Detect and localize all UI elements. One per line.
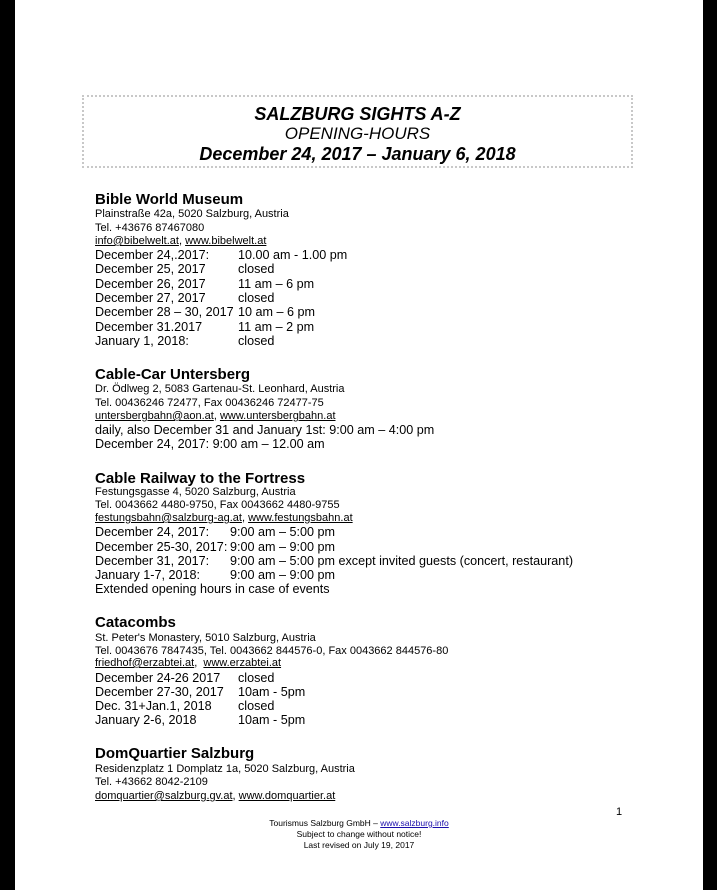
section-heading: Cable-Car Untersberg (95, 366, 251, 383)
contact-links (95, 513, 353, 524)
web-link[interactable]: www.festungsbahn.at (248, 512, 353, 524)
web-link[interactable]: www.domquartier.at (238, 790, 336, 802)
address: Plainstraße 42a, 5020 Salzburg, Austria (95, 208, 289, 220)
web-link[interactable]: www.erzabtei.at (203, 657, 282, 669)
phone: Tel. +43662 8042-2109 (95, 776, 208, 788)
schedule-note: Extended opening hours in case of events (95, 582, 330, 596)
schedule-hours: 9:00 am – 5:00 pm except invited guests (concert, restaurant) (230, 554, 574, 568)
separator: , (241, 512, 249, 524)
schedule-line: daily, also December 31 and January 1st: 9:00 am – 4:00 pm (95, 423, 435, 437)
schedule-hours: closed (238, 671, 275, 685)
schedule-hours: 10 am – 6 pm (238, 305, 316, 319)
footer-company-name: Tourismus Salzburg GmbH – (269, 818, 381, 828)
footer-website-link[interactable]: www.salzburg.info (380, 818, 449, 828)
schedule-hours: closed (238, 262, 275, 276)
schedule-date: January 1, 2018: (95, 334, 189, 348)
doc-title: SALZBURG SIGHTS A-Z (254, 104, 461, 124)
schedule-hours: 11 am – 2 pm (238, 320, 315, 334)
schedule-date: Dec. 31+Jan.1, 2018 (95, 699, 212, 713)
address: Dr. Ödlweg 2, 5083 Gartenau-St. Leonhard, Austria (95, 383, 345, 395)
schedule-hours: closed (238, 291, 275, 305)
section-heading: Bible World Museum (95, 191, 244, 208)
section-heading: DomQuartier Salzburg (95, 745, 255, 762)
footer-notice: Subject to change without notice! (296, 829, 422, 839)
schedule-date: December 24-26 2017 (95, 671, 221, 685)
phone: Tel. +43676 87467080 (95, 222, 205, 234)
address: Residenzplatz 1 Domplatz 1a, 5020 Salzburg, Austria (95, 763, 355, 775)
schedule-hours: 10am - 5pm (238, 685, 306, 699)
email-link[interactable]: info@bibelwelt.at (95, 235, 179, 247)
schedule-date: December 26, 2017 (95, 277, 206, 291)
schedule-hours: 9:00 am – 9:00 pm (230, 540, 336, 554)
schedule-hours: 11 am – 6 pm (238, 277, 315, 291)
document-page (15, 0, 703, 890)
separator: , (232, 790, 239, 802)
contact-links (95, 791, 335, 802)
footer-company (15, 819, 703, 828)
section-heading: Catacombs (95, 614, 176, 631)
email-link[interactable]: friedhof@erzabtei.at (95, 657, 195, 669)
schedule-date: December 31.2017 (95, 320, 203, 334)
doc-date-range: December 24, 2017 – January 6, 2018 (199, 144, 516, 164)
separator: , (194, 657, 204, 669)
email-link[interactable]: untersbergbahn@aon.at (95, 410, 214, 422)
schedule-hours: closed (238, 334, 275, 348)
phone: Tel. 00436246 72477, Fax 00436246 72477-75 (95, 397, 324, 409)
schedule-date: December 27-30, 2017 (95, 685, 224, 699)
schedule-hours: 10am - 5pm (238, 713, 306, 727)
contact-links (95, 658, 281, 669)
schedule-date: January 1-7, 2018: (95, 568, 201, 582)
email-link[interactable]: festungsbahn@salzburg-ag.at (95, 512, 242, 524)
schedule-date: December 24,.2017: (95, 248, 210, 262)
phone: Tel. 0043662 4480-9750, Fax 0043662 4480-9755 (95, 499, 340, 511)
separator: , (213, 410, 220, 422)
schedule-hours: 10.00 am - 1.00 pm (238, 248, 348, 262)
schedule-hours: 9:00 am – 9:00 pm (230, 568, 336, 582)
doc-subtitle: OPENING-HOURS (284, 124, 431, 143)
schedule-hours: closed (238, 699, 275, 713)
schedule-date: December 25-30, 2017: (95, 540, 228, 554)
web-link[interactable]: www.bibelwelt.at (185, 235, 267, 247)
address: St. Peter's Monastery, 5010 Salzburg, Austria (95, 632, 316, 644)
email-link[interactable]: domquartier@salzburg.gv.at (95, 790, 233, 802)
footer-revised: Last revised on July 19, 2017 (303, 840, 415, 850)
title-box (82, 95, 633, 168)
schedule-date: December 24, 2017: (95, 525, 210, 539)
separator: , (178, 235, 186, 247)
schedule-hours: 9:00 am – 5:00 pm (230, 525, 336, 539)
web-link[interactable]: www.untersbergbahn.at (219, 410, 336, 422)
contact-links (95, 236, 266, 247)
page-number: 1 (616, 806, 623, 818)
schedule-date: December 27, 2017 (95, 291, 206, 305)
schedule-line: December 24, 2017: 9:00 am – 12.00 am (95, 437, 325, 451)
schedule-date: December 31, 2017: (95, 554, 210, 568)
phone: Tel. 0043676 7847435, Tel. 0043662 844576-0, Fax 0043662 844576-80 (95, 645, 449, 657)
schedule-date: January 2-6, 2018 (95, 713, 197, 727)
schedule-date: December 25, 2017 (95, 262, 206, 276)
address: Festungsgasse 4, 5020 Salzburg, Austria (95, 486, 296, 498)
schedule-date: December 28 – 30, 2017 (95, 305, 234, 319)
section-heading: Cable Railway to the Fortress (95, 470, 306, 487)
contact-links (95, 411, 336, 422)
